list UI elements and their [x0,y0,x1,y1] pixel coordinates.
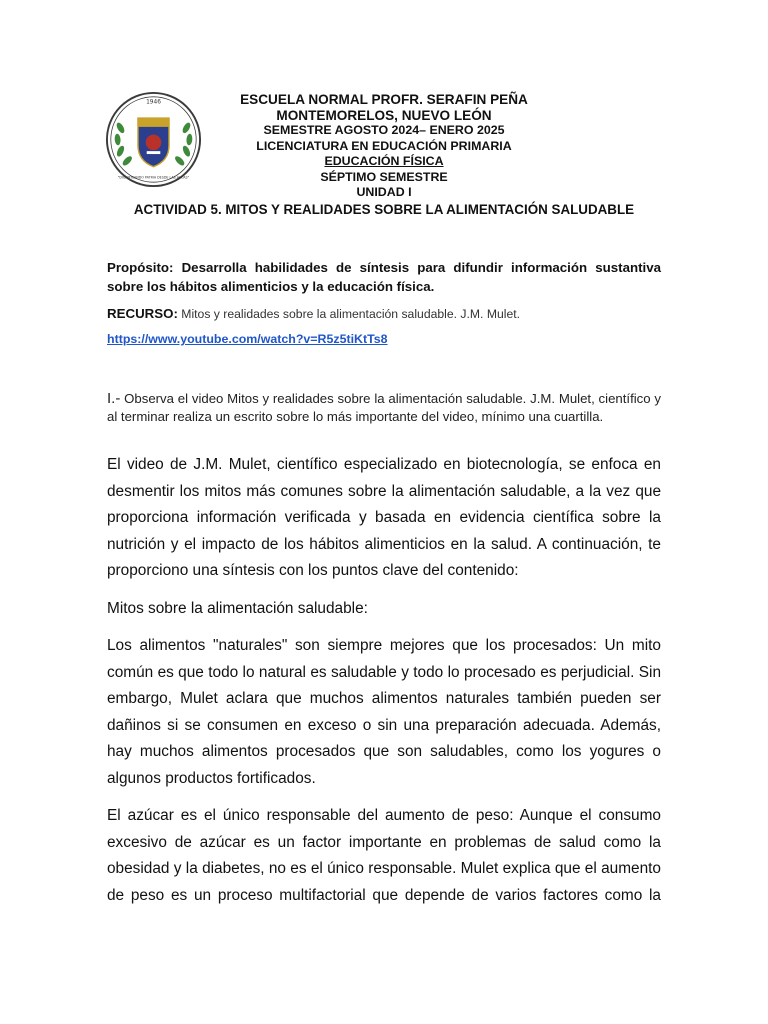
semester-number: SÉPTIMO SEMESTRE [320,169,448,184]
purpose-text: Propósito: Desarrolla habilidades de síntesis para difundir información sustantiva sobre los hábitos alimenticios y la educación física. [107,260,661,294]
resource-text: Mitos y realidades sobre la alimentación saludable. J.M. Mulet. [177,307,521,321]
seal-motto: "DIGNIFICANDO PATRIA DESDE LAS AULAS" [117,175,190,180]
instruction-text: Observa el video Mitos y realidades sobre la alimentación saludable. J.M. Mulet, científico y al terminar realiza un escrito sobre lo más importante del video, mínimo una cuartilla. [107,391,661,424]
school-name: ESCUELA NORMAL PROFR. SERAFIN PEÑA [240,92,528,107]
instruction-paragraph [107,390,661,426]
essay-paragraph-sugar: El azúcar es el único responsable del aumento de peso: Aunque el consumo excesivo de azúcar es un factor importante en problemas de salud como la obesidad y la diabetes, no es el único responsable. Mulet explica que el aumento de peso es un proceso multifactorial que depende de varios factores como la [107,807,661,904]
degree-program: LICENCIATURA EN EDUCACIÓN PRIMARIA [256,138,512,153]
semester-period: SEMESTRE AGOSTO 2024– ENERO 2025 [263,123,505,137]
resource-line [107,305,520,323]
activity-title: ACTIVIDAD 5. MITOS Y REALIDADES SOBRE LA ALIMENTACIÓN SALUDABLE [133,201,635,217]
unit-number: UNIDAD I [356,185,412,199]
essay-paragraph-natural-foods: Los alimentos "naturales" son siempre mejores que los procesados: Un mito común es que todo lo natural es saludable y todo lo procesado es perjudicial. Sin embargo, Mulet aclara que muchos alimentos naturales también pueden ser dañinos si se consumen en exceso o sin una preparación adecuada. Además, hay muchos alimentos procesados que son saludables, como los yogures o algunos productos fortificados. [107,637,661,787]
instruction-number: I.- [107,390,121,407]
resource-label: RECURSO: [107,306,178,321]
essay-subheading-myths: Mitos sobre la alimentación saludable: [107,599,368,617]
essay-body [107,452,661,920]
course-name: EDUCACIÓN FÍSICA [324,154,444,168]
seal-year: 1946 [146,99,161,106]
document-header [100,92,668,217]
youtube-video-link[interactable]: https://www.youtube.com/watch?v=R5z5tiKtTs8 [107,332,388,346]
school-location: MONTEMORELOS, NUEVO LEÓN [276,107,492,123]
essay-paragraph-intro: El video de J.M. Mulet, científico especializado en biotecnología, se enfoca en desmentir los mitos más comunes sobre la alimentación saludable, a la vez que proporciona información verificada y basada en evidencia científica sobre la nutrición y el impacto de los hábitos alimenticios en la salud. A continuación, te proporciono una síntesis con los puntos clave del contenido: [107,456,661,579]
